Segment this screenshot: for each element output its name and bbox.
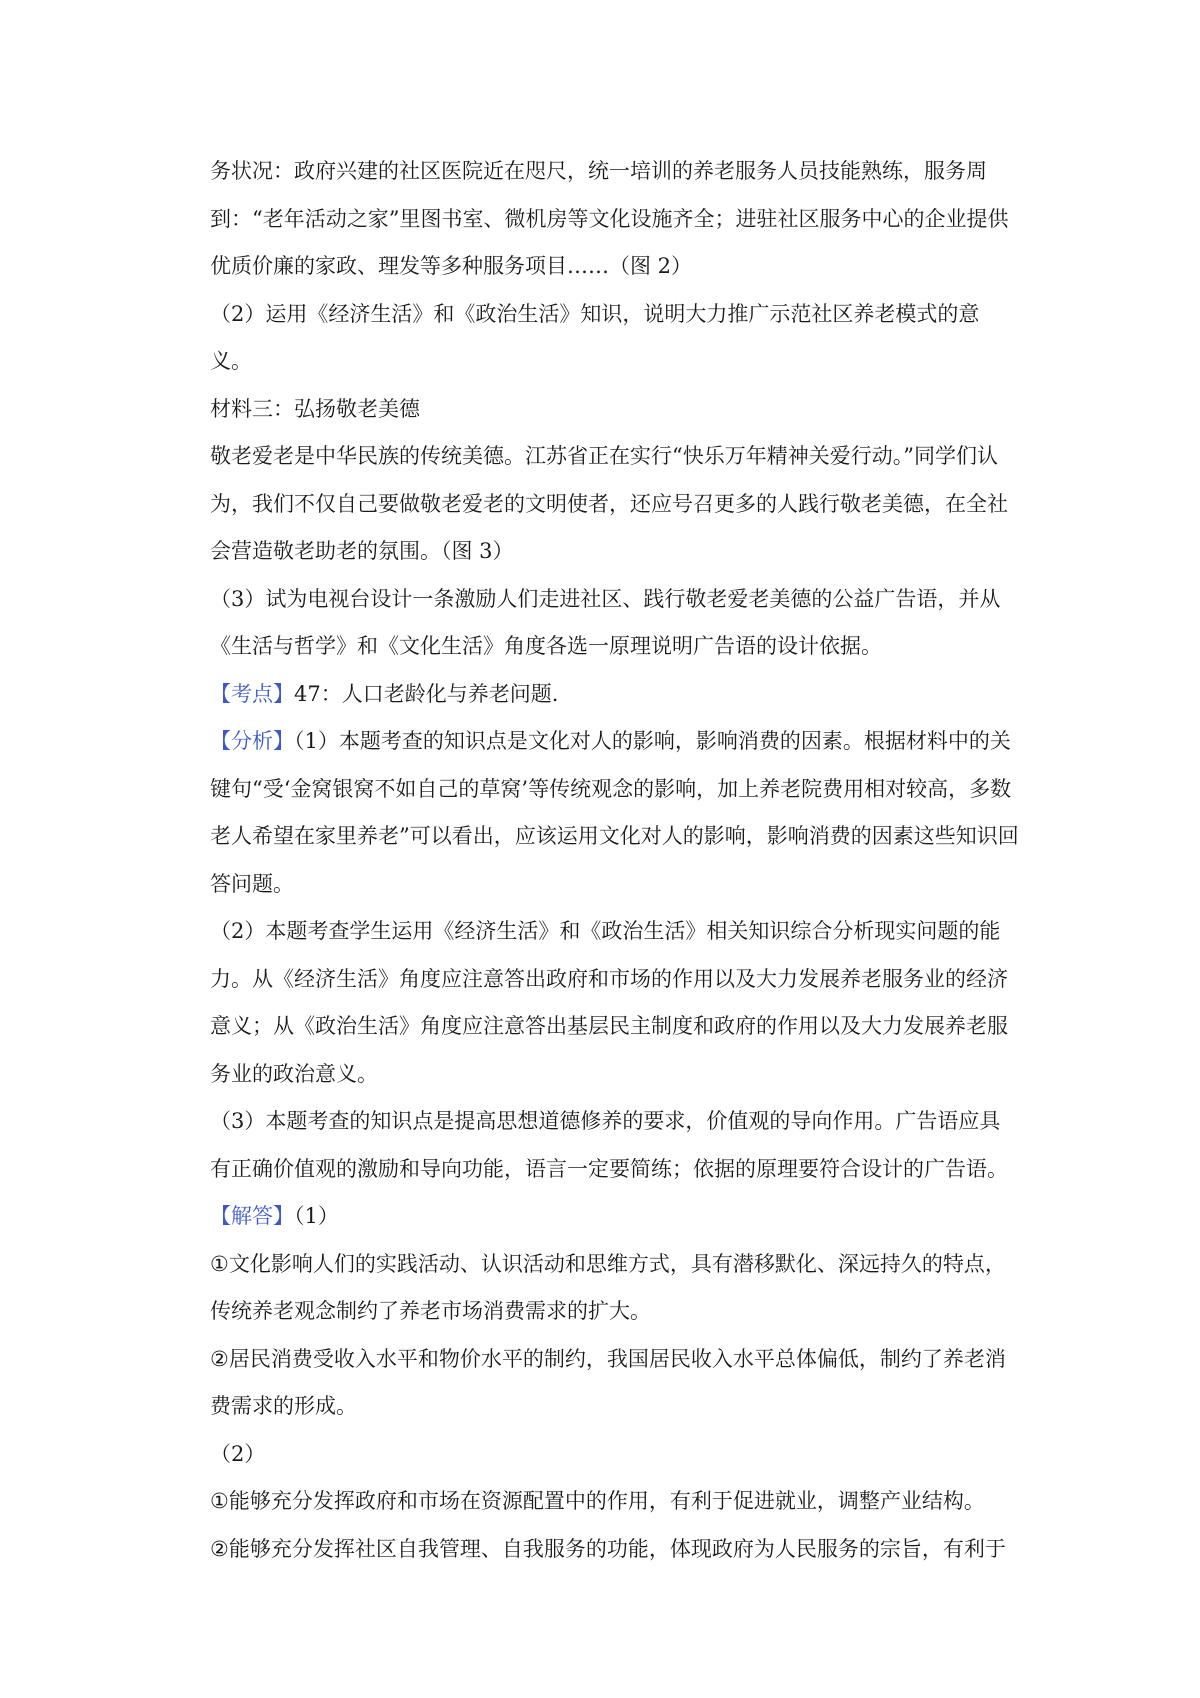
answer-1-item-2-text: 居民消费受收入水平和物价水平的制约，我国居民收入水平总体偏低，制约了养老消费需求的形成。: [210, 1346, 1006, 1418]
fenxi-label: 分析: [231, 729, 273, 753]
fenxi-close-bracket: 】: [273, 729, 294, 753]
jieda-close-bracket: 】: [273, 1204, 294, 1228]
fenxi-part-2: （2）本题考查学生运用《经济生活》和《政治生活》相关知识综合分析现实问题的能力。从《经济生活》角度应注意答出政府和市场的作用以及大力发展养老服务业的经济意义；从《政治生活》角度应注意答出基层民主制度和政府的作用以及大力发展养老服务业的政治意义。: [210, 919, 1008, 1086]
kaodian-open-bracket: 【: [210, 681, 231, 706]
circled-number-2: ②: [210, 1346, 229, 1371]
document-page: [210, 148, 1020, 1573]
answer-1-item-1-text: 文化影响人们的实践活动、认识活动和思维方式，具有潜移默化、深远持久的特点，传统养老观念制约了养老市场消费需求的扩大。: [210, 1251, 1006, 1323]
kaodian-close-bracket: 】: [273, 681, 294, 706]
material-3-body: 敬老爱老是中华民族的传统美德。江苏省正在实行“快乐万年精神关爱行动。”同学们认为，我们不仅自己要做敬老爱老的文明使者，还应号召更多的人践行敬老美德，在全社会营造敬老助老的氛围。（图 3）: [210, 444, 1008, 563]
answer-2-item-2-text: 能够充分发挥社区自我管理、自我服务的功能，体现政府为人民服务的宗旨，有利于: [228, 1536, 1006, 1561]
material-3-heading: 材料三：弘扬敬老美德: [210, 396, 420, 421]
fenxi-part-1: （1）本题考查的知识点是文化对人的影响，影响消费的因素。根据材料中的关键句“受‘金窝银窝不如自己的草窝’等传统观念的影响，加上养老院费用相对较高，多数老人希望在家里养老”可以看出，应该运用文化对人的影响，影响消费的因素这些知识回答问题。: [210, 729, 1019, 896]
question-3: （3）试为电视台设计一条激励人们走进社区、践行敬老爱老美德的公益广告语，并从《生活与哲学》和《文化生活》角度各选一原理说明广告语的设计依据。: [210, 586, 1001, 658]
kaodian-text: 47：人口老龄化与养老问题.: [294, 681, 559, 706]
kaodian-line: [210, 671, 1020, 719]
jieda-open-bracket: 【: [210, 1204, 231, 1228]
kaodian-label: 考点: [231, 681, 273, 706]
jieda-label: 解答: [231, 1204, 273, 1228]
jieda-part-2-label: （2）: [210, 1441, 266, 1466]
jieda-line: [210, 1193, 1020, 1241]
answer-1-item-1: [210, 1241, 1020, 1336]
answer-2-item-1: [210, 1478, 1020, 1526]
answer-2-item-2: [210, 1526, 1020, 1574]
answer-1-item-2: [210, 1336, 1020, 1431]
circled-number-1: ①: [210, 1251, 229, 1276]
circled-number-1: ①: [210, 1489, 229, 1513]
jieda-part-1-label: （1）: [294, 1204, 339, 1228]
fenxi-line: [210, 718, 1020, 908]
circled-number-2: ②: [210, 1536, 229, 1561]
paragraph-material-2-status: 务状况：政府兴建的社区医院近在咫尺，统一培训的养老服务人员技能熟练，服务周到：“老年活动之家”里图书室、微机房等文化设施齐全；进驻社区服务中心的企业提供优质价廉的家政、理发等多种服务项目……（图 2）: [210, 159, 1009, 278]
answer-2-item-1-text: 能够充分发挥政府和市场在资源配置中的作用，有利于促进就业，调整产业结构。: [228, 1489, 985, 1513]
question-2: （2）运用《经济生活》和《政治生活》知识，说明大力推广示范社区养老模式的意义。: [210, 301, 980, 373]
fenxi-open-bracket: 【: [210, 729, 231, 753]
fenxi-part-3: （3）本题考查的知识点是提高思想道德修养的要求，价值观的导向作用。广告语应具有正确价值观的激励和导向功能，语言一定要简练；依据的原理要符合设计的广告语。: [210, 1109, 1008, 1181]
